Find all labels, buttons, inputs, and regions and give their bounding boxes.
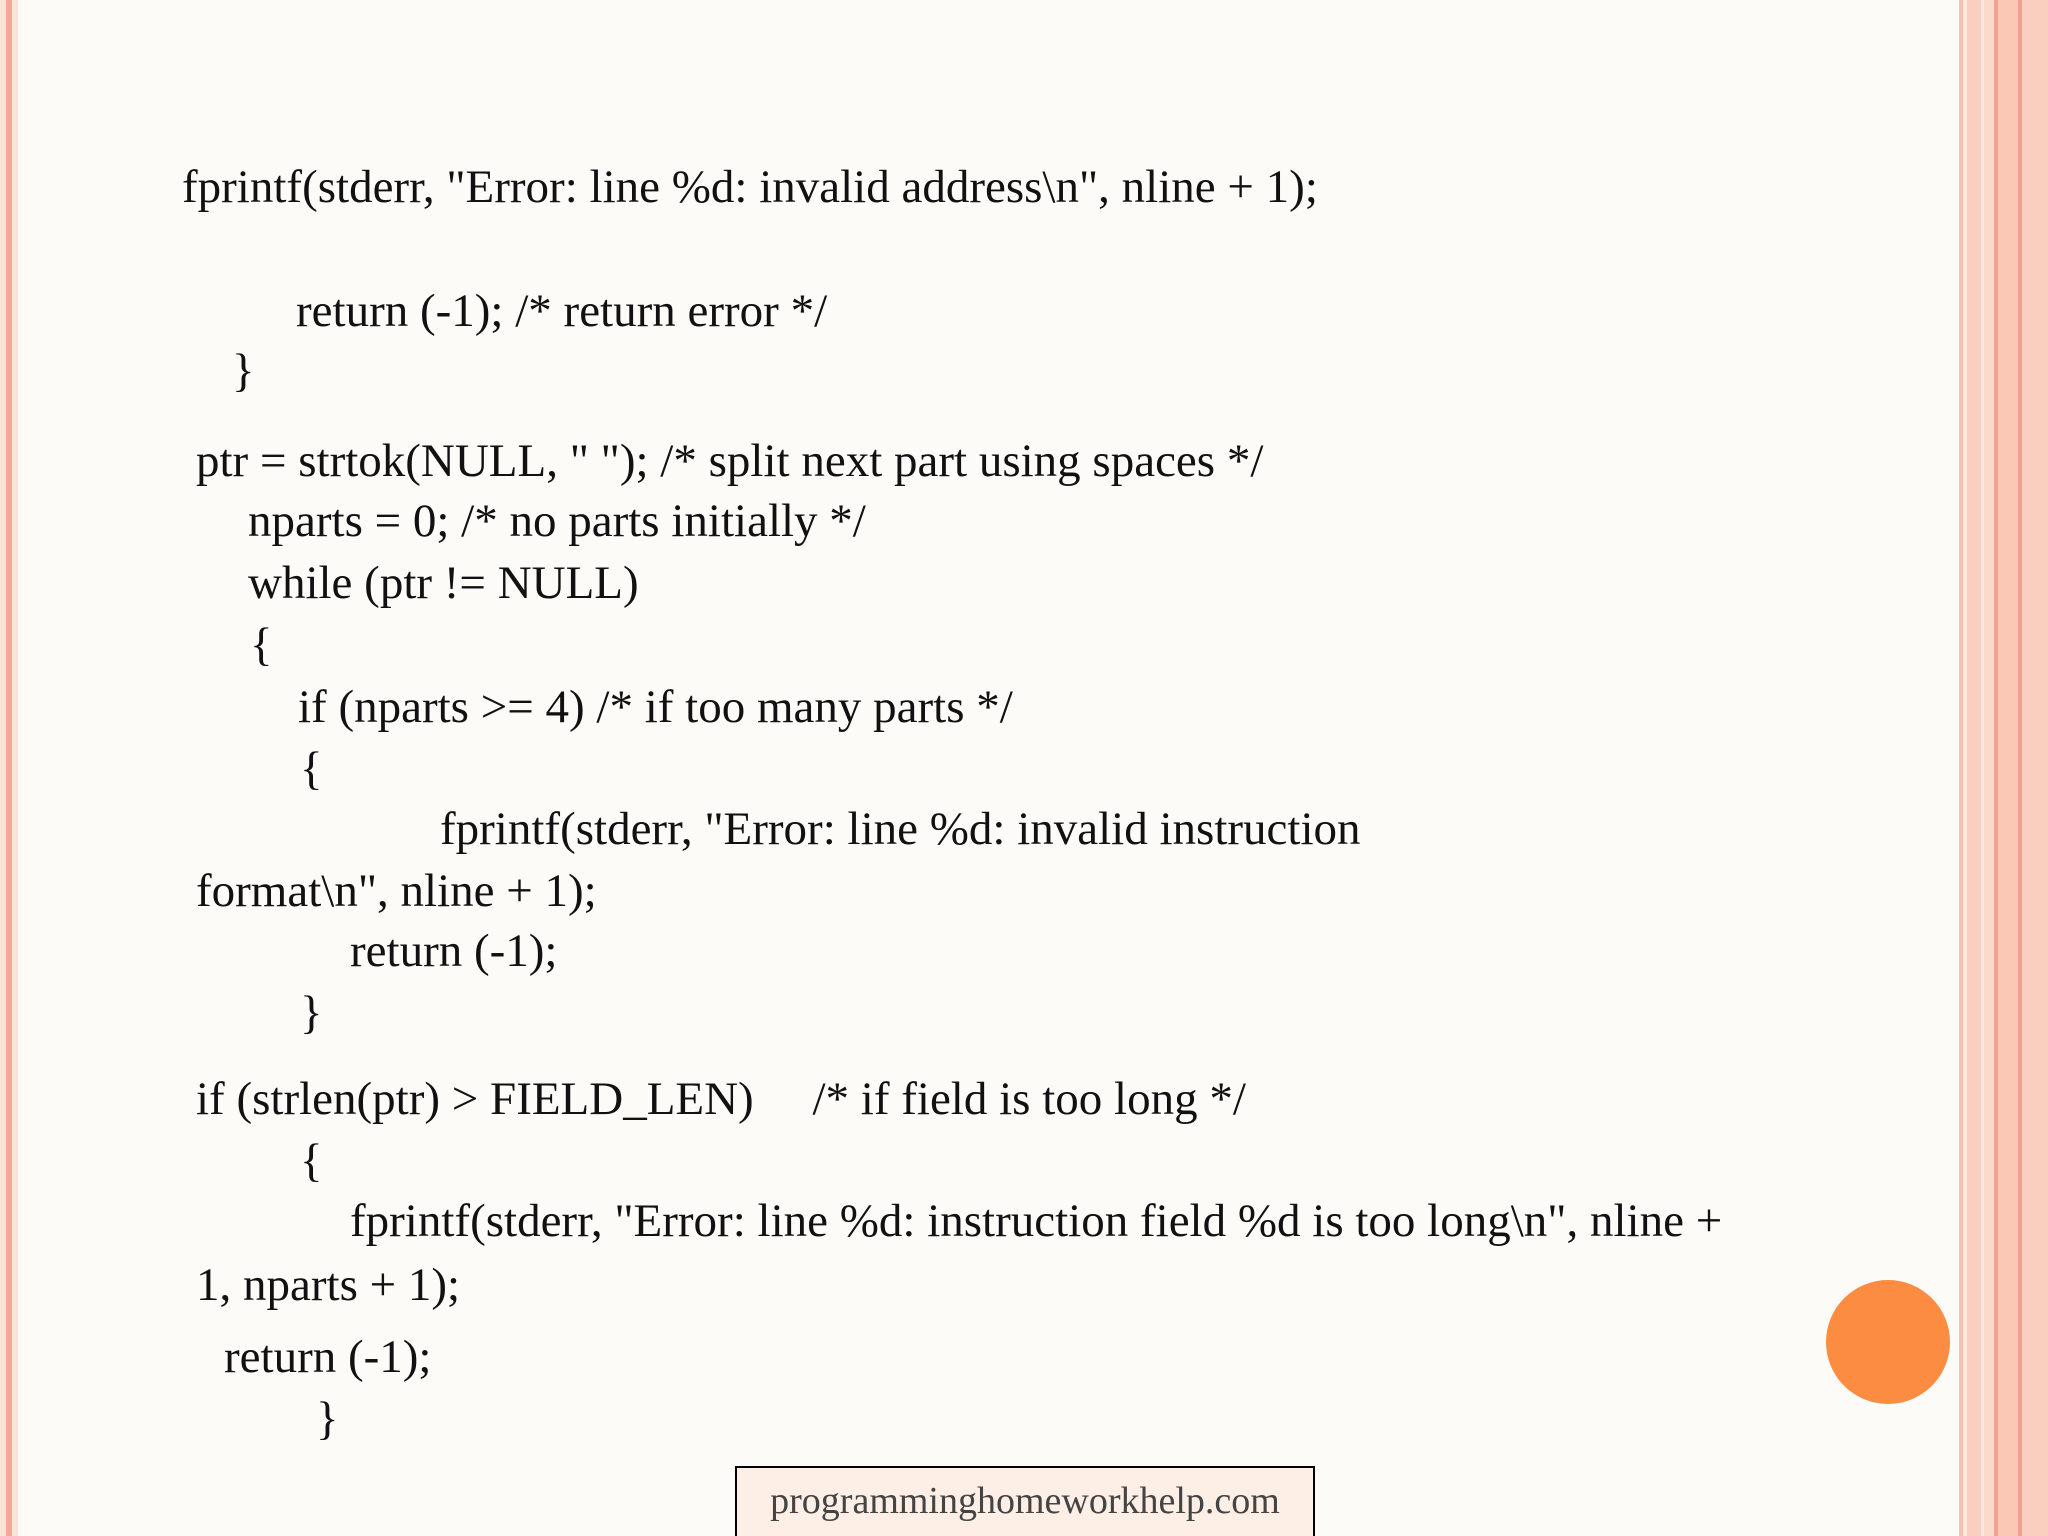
code-line: } [316, 1393, 339, 1445]
code-line: fprintf(stderr, "Error: line %d: invalid address\n", nline + 1); [182, 161, 1318, 213]
code-line: return (-1); [350, 925, 558, 977]
code-line: fprintf(stderr, "Error: line %d: invalid instruction [440, 803, 1361, 855]
footer-watermark [735, 1466, 1315, 1536]
code-line: } [232, 345, 255, 397]
code-line: 1, nparts + 1); [196, 1259, 461, 1311]
code-line: if (nparts >= 4) /* if too many parts */ [298, 681, 1013, 733]
code-line: return (-1); /* return error */ [296, 285, 828, 337]
code-line: if (strlen(ptr) > FIELD_LEN) /* if field is too long */ [196, 1073, 1246, 1125]
footer-text: programminghomeworkhelp.com [770, 1480, 1280, 1522]
code-line: { [300, 743, 323, 795]
code-line: { [300, 1135, 323, 1187]
code-line: nparts = 0; /* no parts initially */ [248, 495, 866, 547]
code-line: } [300, 987, 323, 1039]
code-line: format\n", nline + 1); [196, 865, 597, 917]
code-line: ptr = strtok(NULL, " "); /* split next part using spaces */ [196, 435, 1264, 487]
code-line: return (-1); [224, 1331, 432, 1383]
decorative-circle [1826, 1280, 1950, 1404]
left-decorative-border [0, 0, 18, 1536]
code-line: { [250, 619, 273, 671]
code-line: fprintf(stderr, "Error: line %d: instruction field %d is too long\n", nline + [350, 1195, 1723, 1247]
right-decorative-border [1959, 0, 2048, 1536]
code-line: while (ptr != NULL) [248, 557, 639, 609]
